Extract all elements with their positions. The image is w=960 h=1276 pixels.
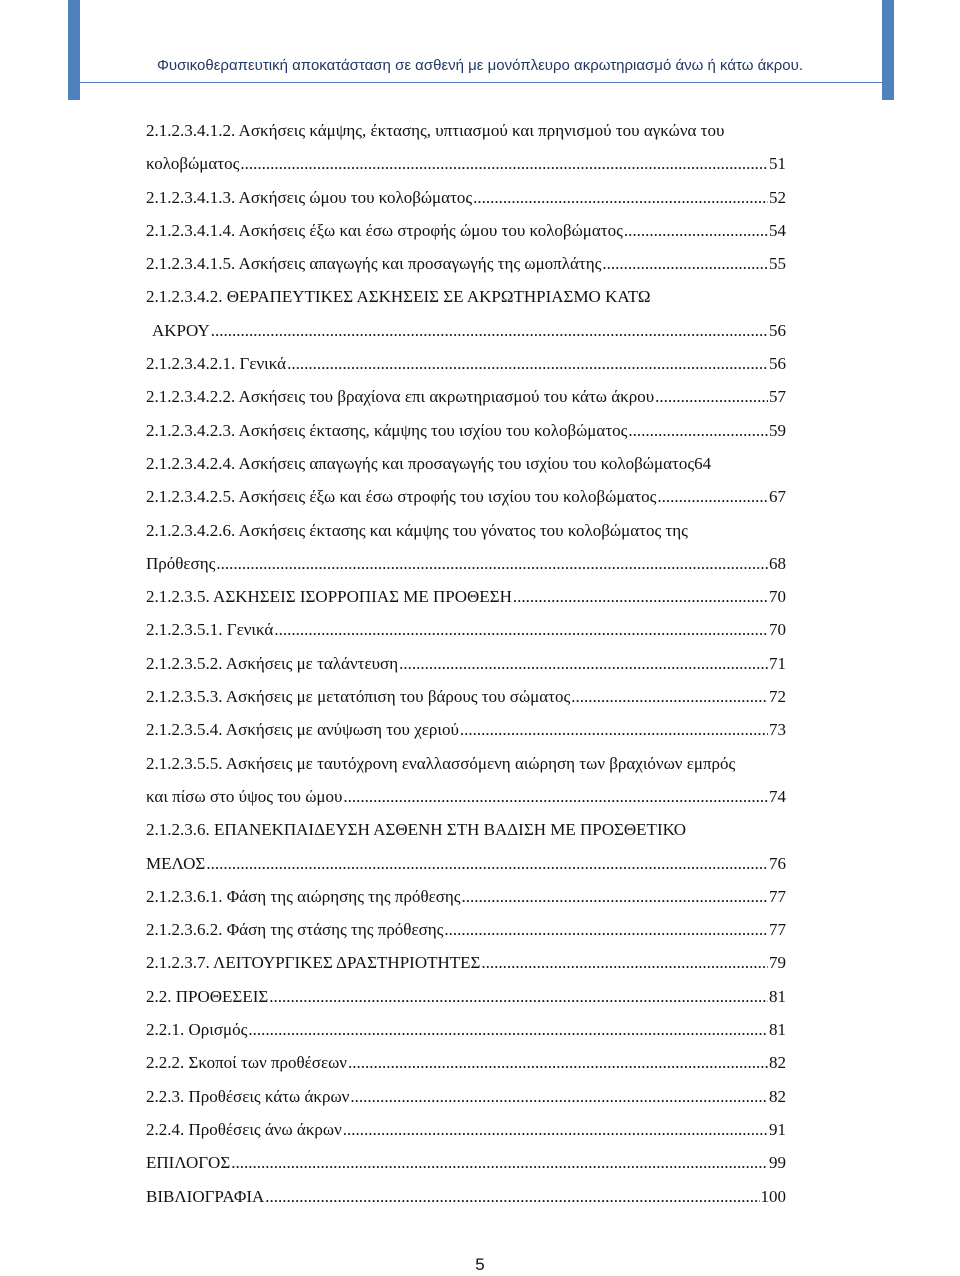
toc-page: 79 — [769, 953, 786, 973]
toc-leader — [231, 1146, 768, 1179]
toc-leader — [240, 147, 768, 180]
toc-entry[interactable] — [146, 214, 786, 247]
toc-page: 70 — [769, 587, 786, 607]
toc-title: 2.1.2.3.5.1. Γενικά — [146, 620, 274, 640]
toc-leader — [462, 880, 768, 913]
toc-entry[interactable] — [146, 580, 786, 613]
toc-title: 2.2.1. Ορισμός — [146, 1020, 248, 1040]
header-decor-bar-left — [68, 0, 80, 100]
toc-leader — [655, 380, 768, 413]
toc-leader — [343, 1113, 768, 1146]
toc-page: 76 — [769, 853, 786, 873]
toc-title: 2.2. ΠΡΟΘΕΣΕΙΣ — [146, 986, 269, 1006]
toc-page: 71 — [769, 653, 786, 673]
toc-leader — [624, 214, 768, 247]
toc-leader — [287, 347, 768, 380]
toc-leader — [206, 847, 768, 880]
toc-leader — [211, 314, 768, 347]
toc-entry[interactable] — [146, 1046, 786, 1079]
table-of-contents — [146, 114, 786, 1213]
toc-page: 55 — [769, 254, 786, 274]
toc-title: ΜΕΛΟΣ — [146, 853, 206, 873]
toc-leader — [657, 480, 768, 513]
toc-title: 2.1.2.3.4.1.5. Ασκήσεις απαγωγής και προσαγωγής της ωμοπλάτης — [146, 254, 602, 274]
toc-page: 64 — [694, 453, 712, 473]
toc-title: 2.1.2.3.6.2. Φάση της στάσης της πρόθεσης — [146, 920, 444, 940]
toc-leader — [481, 946, 768, 979]
toc-entry[interactable] — [146, 913, 786, 946]
toc-page: 74 — [769, 786, 786, 806]
toc-leader — [274, 613, 768, 646]
toc-title: 2.1.2.3.4.2.3. Ασκήσεις έκτασης, κάμψης του ισχίου του κολοβώματος — [146, 420, 628, 440]
toc-entry[interactable] — [146, 447, 786, 480]
toc-page: 56 — [769, 320, 786, 340]
toc-entry[interactable] — [146, 1146, 786, 1179]
toc-entry[interactable] — [146, 680, 786, 713]
toc-entry[interactable] — [146, 247, 786, 280]
page-number: 5 — [475, 1255, 485, 1274]
toc-entry-line1: 2.1.2.3.4.2.6. Ασκήσεις έκτασης και κάμψης του γόνατος του κολοβώματος της — [146, 520, 688, 540]
toc-entry[interactable] — [146, 380, 786, 413]
toc-title: κολοβώματος — [146, 154, 240, 174]
toc-title: ΒΙΒΛΙΟΓΡΑΦΙΑ — [146, 1186, 265, 1206]
toc-title: 2.1.2.3.4.2.4. Ασκήσεις απαγωγής και προσαγωγής του ισχίου του κολοβώματος — [146, 453, 695, 473]
toc-title: 2.1.2.3.4.2.2. Ασκήσεις του βραχίονα επι ακρωτηριασμού του κάτω άκρου — [146, 387, 655, 407]
toc-entry[interactable] — [146, 980, 786, 1013]
toc-entry[interactable] — [146, 1113, 786, 1146]
toc-title: ΑΚΡΟΥ — [152, 320, 210, 340]
toc-page: 59 — [769, 420, 786, 440]
toc-leader — [628, 414, 768, 447]
toc-page: 91 — [769, 1119, 786, 1139]
toc-entry[interactable] — [146, 181, 786, 214]
toc-leader — [248, 1013, 768, 1046]
toc-page: 77 — [769, 920, 786, 940]
toc-title: 2.1.2.3.4.1.3. Ασκήσεις ώμου του κολοβώματος — [146, 187, 473, 207]
toc-page: 68 — [769, 553, 786, 573]
toc-page: 82 — [769, 1053, 786, 1073]
toc-leader — [350, 1080, 768, 1113]
toc-leader — [444, 913, 768, 946]
toc-title: 2.1.2.3.5.3. Ασκήσεις με μετατόπιση του βάρους του σώματος — [146, 687, 571, 707]
toc-entry[interactable] — [146, 780, 786, 813]
toc-title: 2.1.2.3.5.2. Ασκήσεις με ταλάντευση — [146, 653, 399, 673]
toc-page: 67 — [769, 487, 786, 507]
toc-title: Πρόθεσης — [146, 553, 216, 573]
toc-page: 52 — [769, 187, 786, 207]
toc-leader — [348, 1046, 768, 1079]
toc-leader — [460, 713, 768, 746]
toc-title: 2.1.2.3.5.4. Ασκήσεις με ανύψωση του χεριού — [146, 720, 459, 740]
toc-leader — [602, 247, 768, 280]
toc-title: 2.1.2.3.4.2.1. Γενικά — [146, 354, 287, 374]
toc-entry[interactable] — [146, 880, 786, 913]
toc-entry[interactable] — [146, 713, 786, 746]
toc-leader — [343, 780, 768, 813]
toc-entry[interactable] — [146, 946, 786, 979]
toc-title: 2.1.2.3.4.1.4. Ασκήσεις έξω και έσω στροφής ώμου του κολοβώματος — [146, 220, 623, 240]
toc-page: 81 — [769, 1020, 786, 1040]
toc-page: 77 — [769, 886, 786, 906]
toc-entry[interactable] — [146, 1013, 786, 1046]
toc-page: 57 — [769, 387, 786, 407]
toc-leader — [399, 647, 768, 680]
toc-page: 73 — [769, 720, 786, 740]
toc-leader — [571, 680, 768, 713]
toc-entry-line1: 2.1.2.3.6. ΕΠΑΝΕΚΠΑΙΔΕΥΣΗ ΑΣΘΕΝΗ ΣΤΗ ΒΑΔΙΣΗ ΜΕ ΠΡΟΣΘΕΤΙΚΟ — [146, 820, 686, 840]
toc-page: 81 — [769, 986, 786, 1006]
toc-title: ΕΠΙΛΟΓΟΣ — [146, 1153, 231, 1173]
toc-title: και πίσω στο ύψος του ώμου — [146, 786, 343, 806]
toc-page: 99 — [769, 1153, 786, 1173]
toc-entry[interactable] — [146, 347, 786, 380]
toc-entry-line1: 2.1.2.3.5.5. Ασκήσεις με ταυτόχρονη εναλλασσόμενη αιώρηση των βραχιόνων εμπρός — [146, 753, 736, 773]
running-header: Φυσικοθεραπευτική αποκατάσταση σε ασθενή με μονόπλευρο ακρωτηριασμό άνω ή κάτω άκρου. — [156, 57, 804, 74]
toc-page: 70 — [769, 620, 786, 640]
toc-page: 72 — [769, 687, 786, 707]
toc-leader — [216, 547, 768, 580]
toc-page: 51 — [769, 154, 786, 174]
toc-entry[interactable] — [146, 147, 786, 180]
toc-title: 2.2.3. Προθέσεις κάτω άκρων — [146, 1086, 350, 1106]
toc-page: 56 — [769, 354, 786, 374]
header-decor-bar-right — [882, 0, 894, 100]
toc-page: 54 — [769, 220, 786, 240]
toc-entry[interactable] — [146, 613, 786, 646]
toc-title: 2.1.2.3.5. ΑΣΚΗΣΕΙΣ ΙΣΟΡΡΟΠΙΑΣ ΜΕ ΠΡΟΘΕΣΗ — [146, 587, 512, 607]
toc-entry[interactable] — [146, 314, 786, 347]
toc-entry[interactable] — [146, 480, 786, 513]
toc-entry-line1: 2.1.2.3.4.1.2. Ασκήσεις κάμψης, έκτασης, υπτιασμού και πρηνισμού του αγκώνα του — [146, 121, 725, 140]
header-rule — [80, 82, 882, 83]
toc-title: 2.1.2.3.6.1. Φάση της αιώρησης της πρόθεσης — [146, 886, 461, 906]
toc-entry[interactable] — [146, 1080, 786, 1113]
toc-entry[interactable] — [146, 847, 786, 880]
toc-title: 2.2.2. Σκοποί των προθέσεων — [146, 1053, 347, 1073]
toc-title: 2.2.4. Προθέσεις άνω άκρων — [146, 1119, 342, 1139]
toc-leader — [265, 1180, 759, 1213]
toc-title: 2.1.2.3.7. ΛΕΙΤΟΥΡΓΙΚΕΣ ΔΡΑΣΤΗΡΙΟΤΗΤΕΣ — [146, 953, 481, 973]
toc-leader — [513, 580, 768, 613]
toc-entry[interactable] — [146, 1180, 786, 1213]
toc-page: 82 — [769, 1086, 786, 1106]
toc-entry[interactable] — [146, 414, 786, 447]
toc-entry[interactable] — [146, 547, 786, 580]
toc-page: 100 — [760, 1186, 786, 1206]
toc-leader — [269, 980, 768, 1013]
toc-title: 2.1.2.3.4.2.5. Ασκήσεις έξω και έσω στροφής του ισχίου του κολοβώματος — [146, 487, 657, 507]
toc-leader — [473, 181, 768, 214]
toc-entry[interactable] — [146, 647, 786, 680]
toc-entry-line1: 2.1.2.3.4.2. ΘΕΡΑΠΕΥΤΙΚΕΣ ΑΣΚΗΣΕΙΣ ΣΕ ΑΚΡΩΤΗΡΙΑΣΜΟ ΚΑΤΩ — [146, 287, 651, 307]
